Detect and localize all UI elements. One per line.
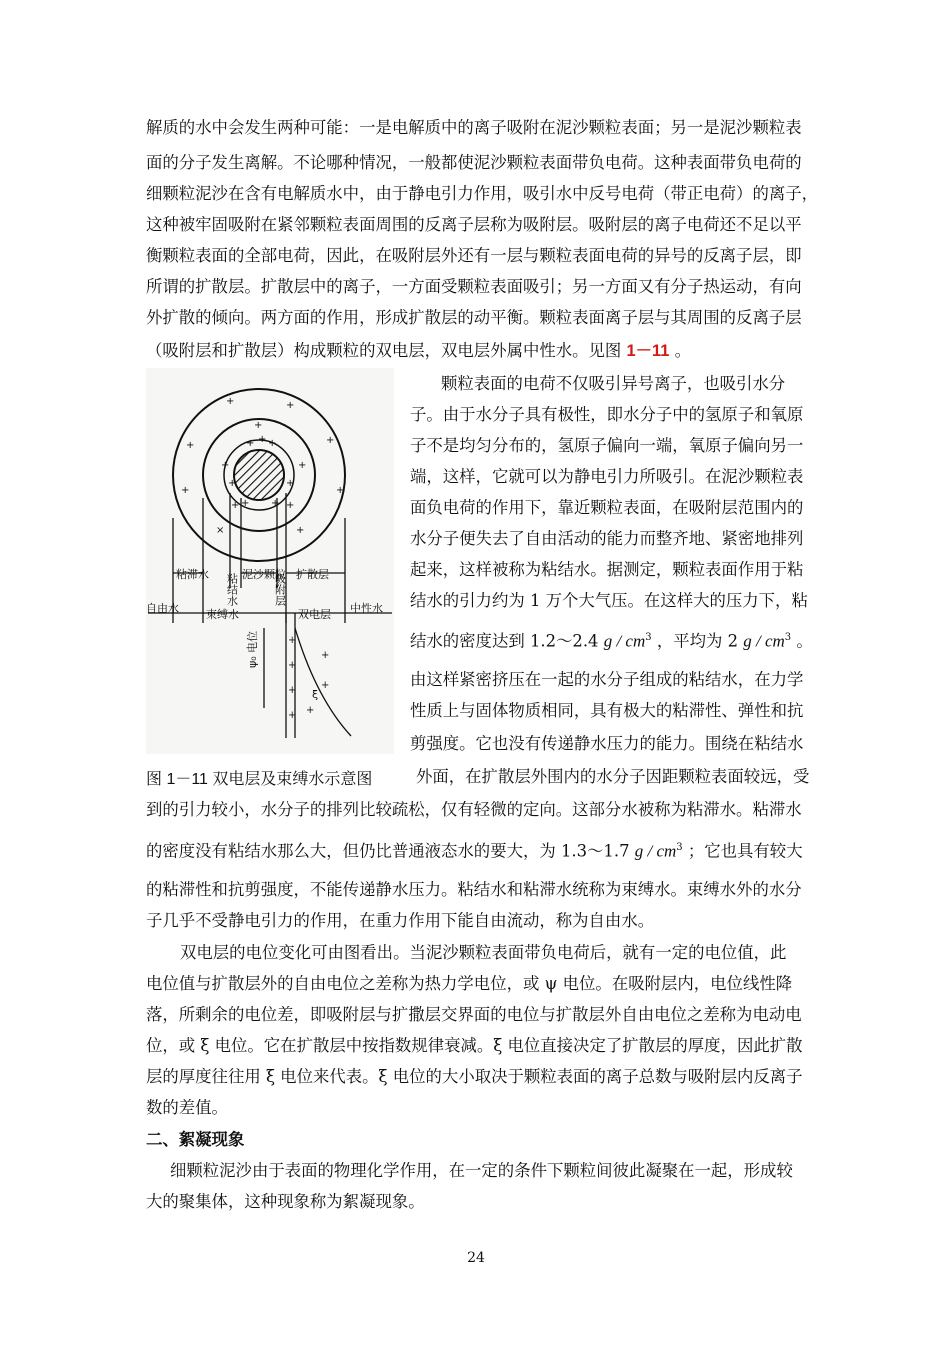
svg-text:+: + bbox=[326, 435, 335, 446]
para3-line-2: 大的聚集体，这种现象称为絮凝现象。 bbox=[146, 1192, 425, 1211]
right-line-10: 由这样紧密挤压在一起的水分子组成的粘结水，在力学 bbox=[410, 670, 804, 689]
body-line-7: 外扩散的倾向。两方面的作用，形成扩散层的动平衡。颗粒表面离子层与其周围的反离子层 bbox=[146, 308, 802, 327]
density-exp-1: 3 bbox=[645, 632, 652, 643]
para2-line-5: 层的厚度往往用 ξ 电位来代表。ξ 电位的大小取决于颗粒表面的离子总数与吸附层内反离子 bbox=[146, 1067, 803, 1086]
svg-text:+: + bbox=[286, 478, 295, 489]
label-sticky-water: 粘滞水 bbox=[176, 568, 209, 581]
density2-post: ；它也具有较大 bbox=[687, 841, 803, 861]
right-line-11: 性质上与固体物质相同，具有极大的粘滞性、弹性和抗 bbox=[410, 701, 804, 720]
section-title: 二、絮凝现象 bbox=[146, 1131, 245, 1149]
svg-text:+: + bbox=[288, 635, 297, 646]
figure-caption: 图 1－11 双电层及束缚水示意图 bbox=[146, 771, 373, 788]
full-line-1: 到的引力较小，水分子的排列比较疏松，仅有轻微的定向。这部分水被称为粘滞水。粘滞水 bbox=[146, 800, 802, 819]
para2-line-6: 数的差值。 bbox=[146, 1098, 228, 1117]
page-number: 24 bbox=[467, 1250, 485, 1266]
body-line-5: 衡颗粒表面的全部电荷，因此，在吸附层外还有一层与颗粒表面电荷的异号的反离子层，即 bbox=[146, 246, 802, 265]
svg-text:+: + bbox=[321, 650, 330, 661]
density2-unit: g / cm bbox=[634, 841, 677, 861]
svg-text:+: + bbox=[321, 680, 330, 691]
bottom-line-1: 的粘滞性和抗剪强度，不能传递静水压力。粘结水和粘滞水统称为束缚水。束缚水外的水分 bbox=[146, 880, 802, 899]
density-line bbox=[410, 627, 813, 652]
label-adsorption-layer: 吸附层 bbox=[273, 573, 287, 606]
svg-text:×: × bbox=[216, 525, 225, 536]
density-exp-2: 3 bbox=[784, 632, 792, 643]
right-line-3: 子不是均匀分布的，氢原子偏向一端，氧原子偏向另一 bbox=[410, 436, 804, 455]
label-free-water: 自由水 bbox=[146, 602, 179, 615]
density-unit-1: g / cm bbox=[603, 631, 646, 651]
svg-text:+: + bbox=[306, 705, 315, 716]
svg-text:+: + bbox=[254, 420, 263, 431]
svg-text:+: + bbox=[288, 710, 297, 721]
svg-text:+: + bbox=[228, 478, 237, 489]
density2-pre: 的密度没有粘结水那么大，但仍比普通液态水的要大，为 1.3～1.7 bbox=[146, 841, 630, 861]
svg-text:+: + bbox=[286, 500, 295, 511]
svg-text:+: + bbox=[186, 440, 195, 451]
right-line-4: 端，这样，它就可以为静电引力所吸引。在泥沙颗粒表 bbox=[410, 467, 804, 486]
svg-text:+: + bbox=[336, 485, 345, 496]
svg-text:+: + bbox=[181, 485, 190, 496]
label-sand-particle: 泥沙颗粒 bbox=[242, 568, 286, 581]
density-pre: 结水的密度达到 1.2～2.4 bbox=[410, 631, 599, 651]
right-line-6: 水分子便失去了自由活动的能力而整齐地、紧密地排列 bbox=[410, 529, 804, 548]
body-line-8 bbox=[146, 340, 691, 362]
label-bound-water: 束缚水 bbox=[206, 608, 239, 621]
body-line-2: 面的分子发生离解。不论哪种情况，一般都使泥沙颗粒表面带负电荷。这种表面带负电荷的 bbox=[146, 153, 802, 172]
after-caption-line: 外面，在扩散层外围内的水分子因距颗粒表面较远，受 bbox=[416, 767, 810, 786]
para2-line-1: 双电层的电位变化可由图看出。当泥沙颗粒表面带负电荷后，就有一定的电位值，此 bbox=[180, 943, 787, 962]
density-unit-2: g / cm bbox=[743, 631, 785, 651]
svg-text:+: + bbox=[221, 460, 230, 471]
density-mid: ，平均为 2 bbox=[656, 631, 739, 651]
right-line-7: 起来，这样被称为粘结水。据测定，颗粒表面作用于粘 bbox=[410, 560, 804, 579]
svg-text:+: + bbox=[246, 438, 255, 449]
label-potential: ψ₀ 电位 bbox=[246, 630, 259, 668]
density-end: 。 bbox=[796, 631, 813, 651]
label-zeta: ξ bbox=[312, 688, 319, 701]
svg-text:+: + bbox=[288, 685, 297, 696]
label-double-layer: 双电层 bbox=[298, 608, 331, 621]
svg-text:+: + bbox=[298, 460, 307, 471]
body-line-3: 细颗粒泥沙在含有电解质水中，由于静电引力作用，吸引水中反号电荷（带正电荷）的离子， bbox=[146, 184, 819, 203]
svg-text:+: + bbox=[226, 396, 235, 407]
svg-text:+: + bbox=[241, 498, 250, 509]
svg-text:+: + bbox=[288, 660, 297, 671]
right-line-12: 剪强度。它也没有传递静水压力的能力。围绕在粘结水 bbox=[410, 734, 804, 753]
svg-text:+: + bbox=[286, 400, 295, 411]
para2-line-4: 位，或 ξ 电位。它在扩散层中按指数规律衰减。ξ 电位直接决定了扩散层的厚度，因此扩散 bbox=[146, 1036, 803, 1055]
bottom-line-2: 子几乎不受静电引力的作用，在重力作用下能自由流动，称为自由水。 bbox=[146, 911, 655, 930]
right-line-5: 面负电荷的作用下，靠近颗粒表面，在吸附层范围内的 bbox=[410, 498, 804, 517]
sand-particle bbox=[234, 450, 284, 500]
body-line-1: 解质的水中会发生两种可能：一是电解质中的离子吸附在泥沙颗粒表面；另一是泥沙颗粒表 bbox=[146, 118, 802, 137]
svg-text:+: + bbox=[271, 498, 280, 509]
para2-line-2: 电位值与扩散层外的自由电位之差称为热力学电位，或 ψ 电位。在吸附层内，电位线性降 bbox=[146, 974, 793, 993]
body-line-6: 所谓的扩散层。扩散层中的离子，一方面受颗粒表面吸引；另一方面又有分子热运动，有向 bbox=[146, 277, 802, 296]
svg-text:+: + bbox=[231, 500, 240, 511]
para2-line-3: 落，所剩余的电位差，即吸附层与扩撒层交界面的电位与扩散层外自由电位之差称为电动电 bbox=[146, 1005, 802, 1024]
density2-exp: 3 bbox=[676, 842, 683, 853]
svg-text:+: + bbox=[258, 434, 267, 445]
svg-text:+: + bbox=[268, 438, 277, 449]
right-line-1: 颗粒表面的电荷不仅吸引异号离子，也吸引水分 bbox=[441, 374, 786, 393]
right-line-8: 结水的引力约为 1 万个大气压。在这样大的压力下，粘 bbox=[410, 591, 808, 610]
label-bound-water-vertical: 粘结水 bbox=[225, 573, 239, 606]
para3-line-1: 细颗粒泥沙由于表面的物理化学作用，在一定的条件下颗粒间彼此凝聚在一起，形成较 bbox=[170, 1161, 793, 1180]
right-line-2: 子。由于水分子具有极性，即水分子中的氢原子和氧原 bbox=[410, 405, 804, 424]
body-line-8-text: （吸附层和扩散层）构成颗粒的双电层，双电层外属中性水。见图 bbox=[146, 341, 622, 360]
double-layer-figure bbox=[146, 368, 394, 754]
body-line-4: 这种被牢固吸附在紧邻颗粒表面周围的反离子层称为吸附层。吸附层的离子电荷还不足以平 bbox=[146, 215, 802, 234]
density-line-2 bbox=[146, 837, 803, 862]
label-neutral-water: 中性水 bbox=[350, 602, 383, 615]
svg-text:+: + bbox=[296, 525, 305, 536]
figure-reference: 1－11 bbox=[626, 342, 670, 360]
label-diffusion-layer: 扩散层 bbox=[296, 568, 329, 581]
body-line-8-end: 。 bbox=[674, 341, 691, 360]
